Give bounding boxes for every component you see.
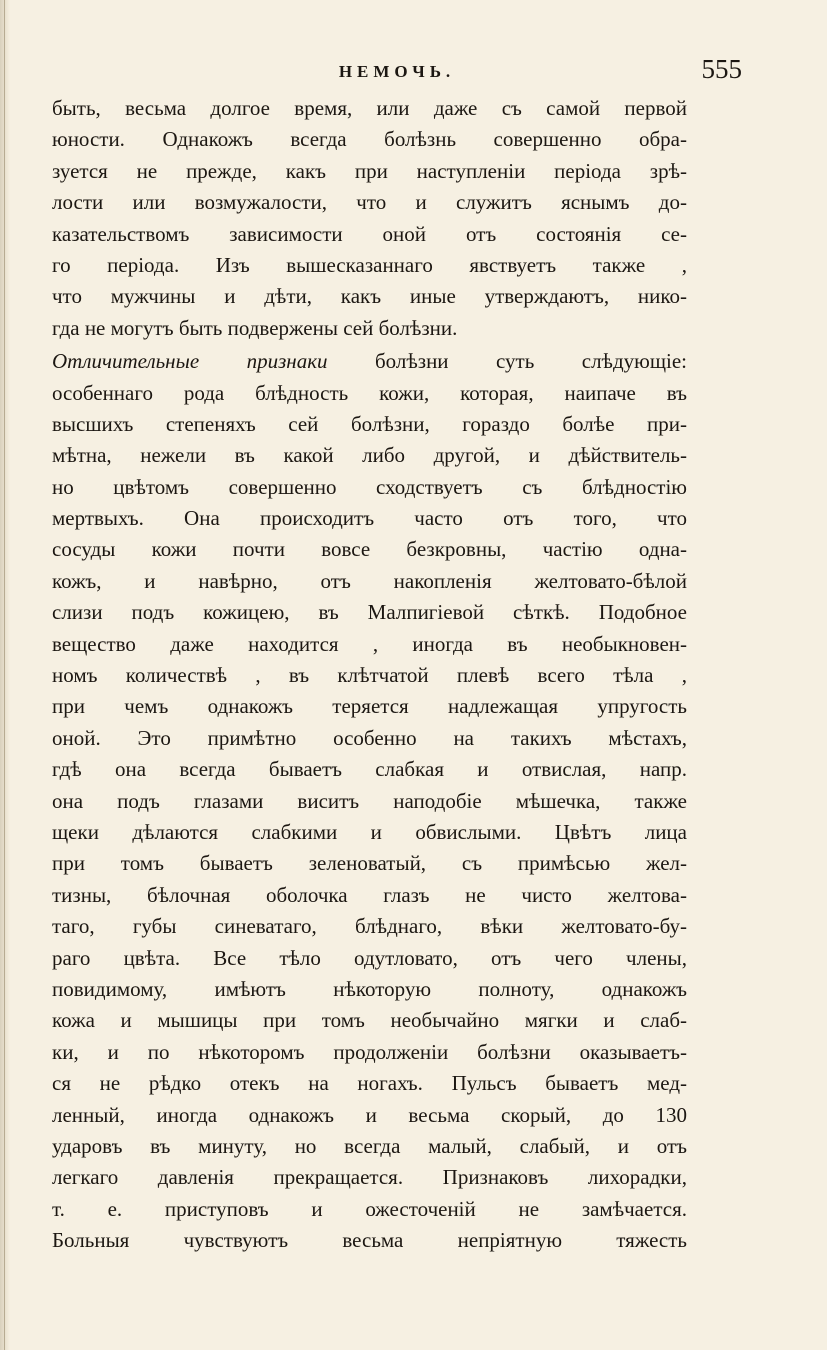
paragraph-distinctive-signs [52,346,687,1256]
text-line: мертвыхъ. Она происходитъ часто отъ того, что [52,506,687,531]
text-line: высшихъ степеняхъ сей болѣзни, гораздо болѣе при- [52,411,687,436]
text-line: раго цвѣта. Все тѣло одутловато, отъ чего члены, [52,945,687,970]
text-line: легкаго давленія прекращается. Признаковъ лихорадки, [52,1165,687,1190]
text-line: ки, и по нѣкоторомъ продолженіи болѣзни оказываетъ- [52,1039,687,1064]
text-line: ударовъ въ минуту, но всегда малый, слабый, и отъ [52,1133,687,1158]
page-edge [0,0,10,1350]
paragraph-continuation [52,93,687,344]
text-line: зуется не прежде, какъ при наступленіи періода зрѣ- [52,158,687,183]
text-line: Больныя чувствуютъ весьма непріятную тяжесть [52,1228,687,1253]
text-line: повидимому, имѣютъ нѣкоторую полноту, однакожъ [52,976,687,1001]
text-line: при чемъ однакожъ теряется надлежащая упругость [52,694,687,719]
text-line: она подъ глазами виситъ наподобіе мѣшечка, также [52,788,687,813]
page-number: 555 [701,54,742,84]
paragraph-first-line [52,346,687,377]
text-line: таго, губы синеватаго, блѣднаго, вѣки желтовато-бу- [52,914,687,939]
text-line: вещество даже находится , иногда въ необыкновен- [52,631,687,656]
text-line: юности. Однакожъ всегда болѣзнь совершенно обра- [52,127,687,152]
text-line: лости или возмужалости, что и служитъ яснымъ до- [52,190,687,215]
text-line: номъ количествѣ , въ клѣтчатой плевѣ всего тѣла , [52,663,687,688]
text-line: казательствомъ зависимости оной отъ состоянія се- [52,221,687,246]
text-line: оной. Это примѣтно особенно на такихъ мѣстахъ, [52,725,687,750]
text-body [52,93,687,1256]
text-line: щеки дѣлаются слабкими и обвислыми. Цвѣтъ лица [52,819,687,844]
text-line: сосуды кожи почти вовсе безкровны, частію одна- [52,537,687,562]
text-line: быть, весьма долгое время, или даже съ самой первой [52,96,687,120]
text-line: го періода. Изъ вышесказаннаго явствуетъ также , [52,252,687,277]
text-line: кожъ, и навѣрно, отъ накопленія желтовато-бѣлой [52,568,687,593]
running-head [52,54,742,94]
page-header-title: НЕМОЧЬ. [338,62,456,81]
text-line: мѣтна, нежели въ какой либо другой, и дѣйствитель- [52,443,687,468]
text-line: ся не рѣдко отекъ на ногахъ. Пульсъ бываетъ мед- [52,1071,687,1096]
text-line: но цвѣтомъ совершенно сходствуетъ съ блѣдностію [52,474,687,499]
first-line-rest: болѣзни суть слѣдующіе: [327,349,687,374]
text-line: тизны, бѣлочная оболочка глазъ не чисто желтова- [52,882,687,907]
text-line: гда не могутъ быть подвержены сей болѣзни. [52,315,458,340]
text-line: кожа и мышицы при томъ необычайно мягки и слаб- [52,1008,687,1033]
text-line: слизи подъ кожицею, въ Малпигіевой сѣткѣ. Подобное [52,600,687,625]
emphasis-term: Отличительные признаки [52,349,328,374]
text-line: ленный, иногда однакожъ и весьма скорый, до 130 [52,1102,687,1127]
text-line: что мужчины и дѣти, какъ иные утверждаютъ, нико- [52,284,687,309]
text-line: гдѣ она всегда бываетъ слабкая и отвислая, напр. [52,757,687,782]
text-line: при томъ бываетъ зеленоватый, съ примѣсью жел- [52,851,687,876]
text-line: т. е. приступовъ и ожесточеній не замѣчается. [52,1196,687,1221]
text-line: особеннаго рода блѣдность кожи, которая, наипаче въ [52,380,687,405]
